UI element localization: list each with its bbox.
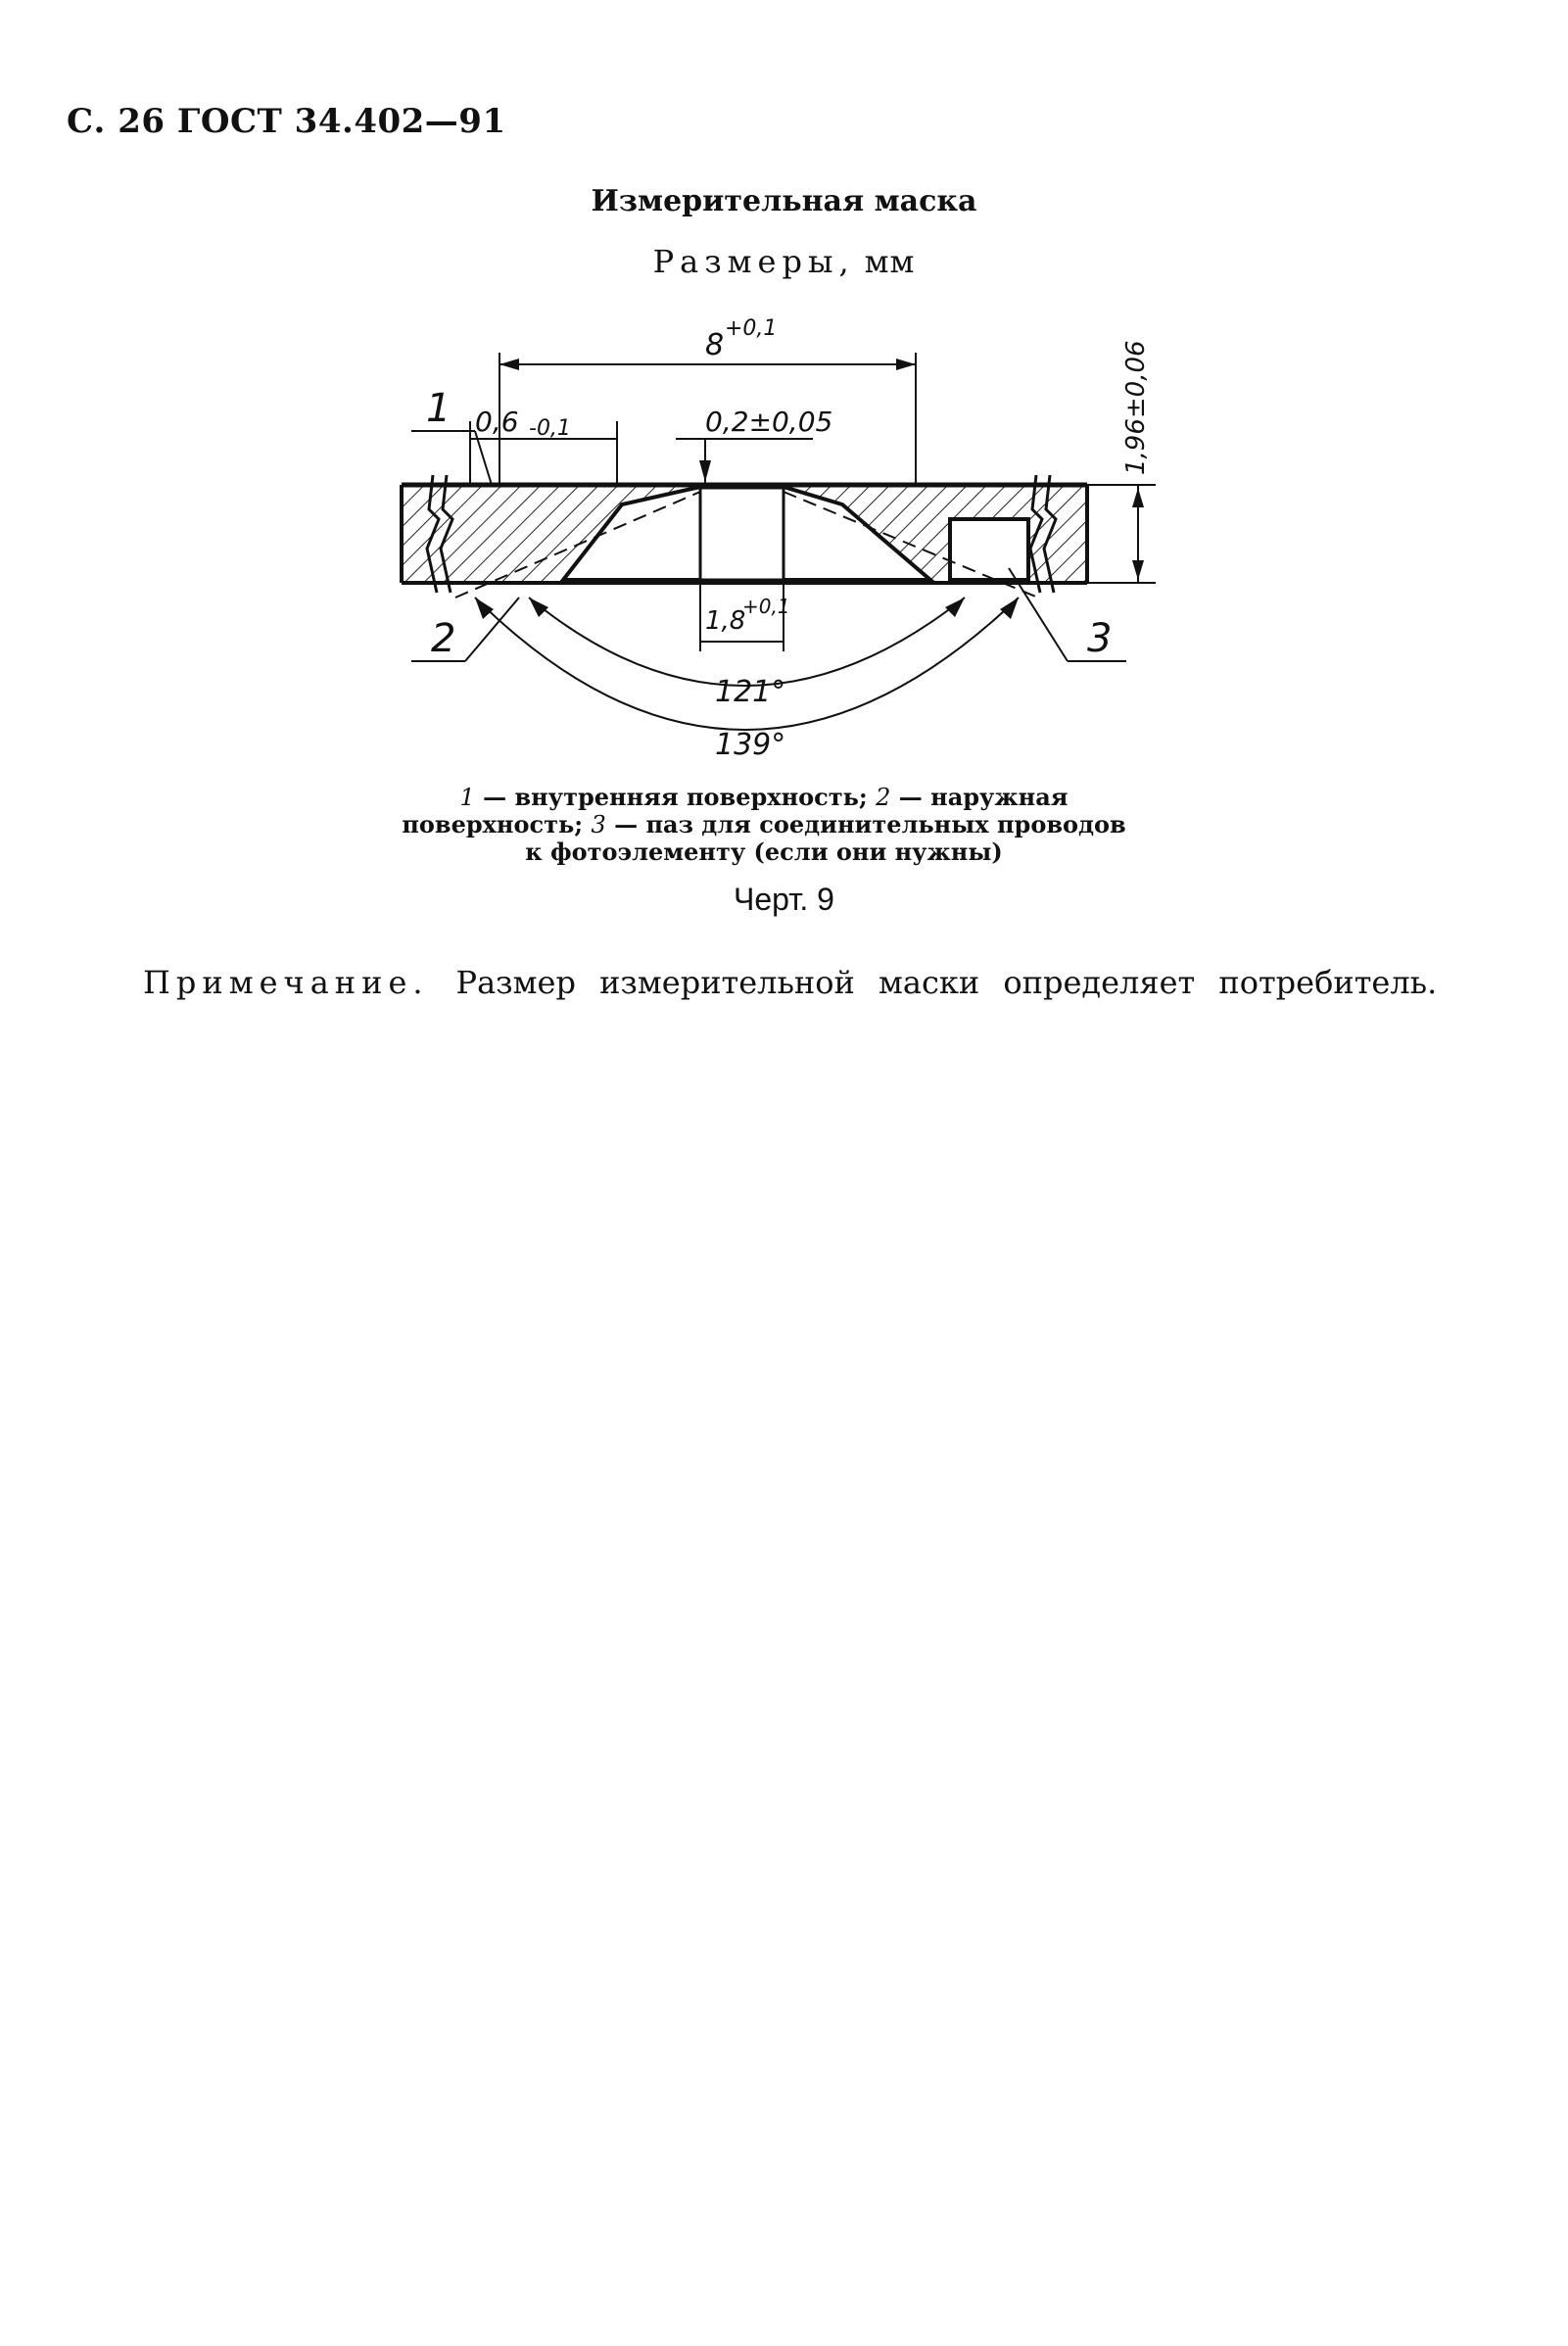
dim-rim-tolerance: -0,1 xyxy=(529,416,571,441)
subtitle-unit: мм xyxy=(864,243,916,280)
callout-2: 2 xyxy=(431,616,456,661)
dim-width-tolerance: +0,1 xyxy=(725,316,778,341)
note xyxy=(143,964,1437,1001)
legend-num-2: 2 xyxy=(876,784,891,811)
dim-slit xyxy=(676,406,832,485)
dim-height-value: 1,96±0,06 xyxy=(1121,340,1151,475)
note-text: Размер измерительной маски определяет потребитель. xyxy=(455,964,1438,1001)
dim-aperture-value: 1,8 xyxy=(705,606,746,636)
dim-width xyxy=(499,316,916,485)
dim-rim-value: 0,6 xyxy=(475,406,519,438)
angle-inner-label: 121° xyxy=(715,675,786,709)
dim-slit-value: 0,2±0,05 xyxy=(705,406,833,438)
figure-legend xyxy=(392,784,1136,866)
legend-text-3: — паз для соединительных проводов к фотоэлементу (если они нужны) xyxy=(525,810,1126,866)
legend-text-1: — внутренняя поверхность; xyxy=(474,783,877,811)
measuring-mask-drawing xyxy=(382,313,1185,764)
figure-subtitle xyxy=(0,243,1568,280)
legend-num-1: 1 xyxy=(459,784,475,811)
note-label: Примечание. xyxy=(143,964,429,1001)
figure-title: Измерительная маска xyxy=(591,184,977,218)
subtitle-label: Размеры, xyxy=(652,243,855,280)
mask-cross-section xyxy=(402,475,1087,598)
page-header: С. 26 ГОСТ 34.402—91 xyxy=(67,102,506,141)
angle-outer-label: 139° xyxy=(715,728,786,762)
angle-arcs xyxy=(475,598,1019,762)
dim-width-value: 8 xyxy=(705,328,725,362)
dim-rim xyxy=(470,406,617,485)
callout-3: 3 xyxy=(1087,616,1113,661)
figure-caption: Черт. 9 xyxy=(734,882,834,917)
dim-aperture xyxy=(700,580,790,651)
callout-1: 1 xyxy=(426,386,451,431)
dim-aperture-tolerance: +0,1 xyxy=(742,595,790,618)
legend-text-2: — наружная поверхность; xyxy=(402,783,1069,838)
legend-num-3: 3 xyxy=(591,811,606,838)
